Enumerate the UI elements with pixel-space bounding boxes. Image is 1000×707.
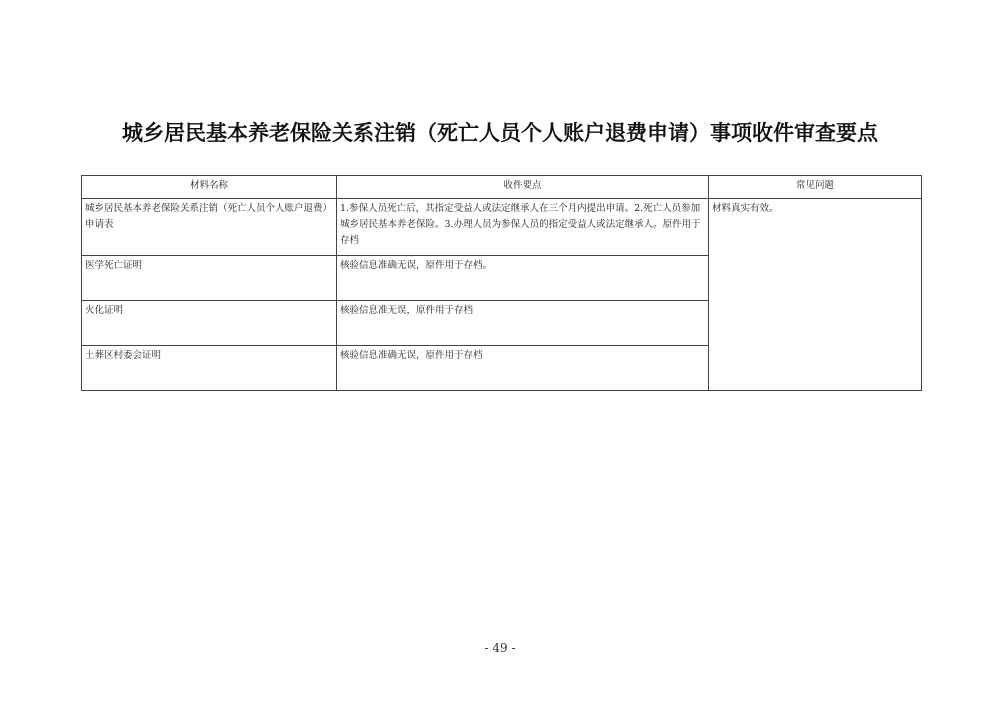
points-cell: 核验信息准无误，原件用于存档 bbox=[337, 301, 709, 346]
common-issue-cell: 材料真实有效。 bbox=[709, 199, 922, 391]
material-cell: 火化证明 bbox=[82, 301, 337, 346]
header-material-name: 材料名称 bbox=[82, 176, 337, 199]
document-title: 城乡居民基本养老保险关系注销（死亡人员个人账户退费申请）事项收件审查要点 bbox=[122, 121, 878, 145]
points-cell: 核验信息准确无误，原件用于存档。 bbox=[337, 256, 709, 301]
material-cell: 城乡居民基本养老保险关系注销（死亡人员个人账户退费）申请表 bbox=[82, 199, 337, 256]
header-receipt-points: 收件要点 bbox=[337, 176, 709, 199]
table-header-row bbox=[82, 176, 922, 199]
table-row bbox=[82, 199, 922, 256]
review-table bbox=[81, 175, 922, 391]
header-common-issues: 常见问题 bbox=[709, 176, 922, 199]
points-cell: 核验信息准确无误，原件用于存档 bbox=[337, 346, 709, 391]
material-cell: 土葬区村委会证明 bbox=[82, 346, 337, 391]
points-cell: 1.参保人员死亡后，其指定受益人或法定继承人在三个月内提出申请。2.死亡人员参加城乡居民基本养老保险。3.办理人员为参保人员的指定受益人或法定继承人。原件用于存档 bbox=[337, 199, 709, 256]
material-cell: 医学死亡证明 bbox=[82, 256, 337, 301]
page-number: - 49 - bbox=[484, 641, 516, 655]
